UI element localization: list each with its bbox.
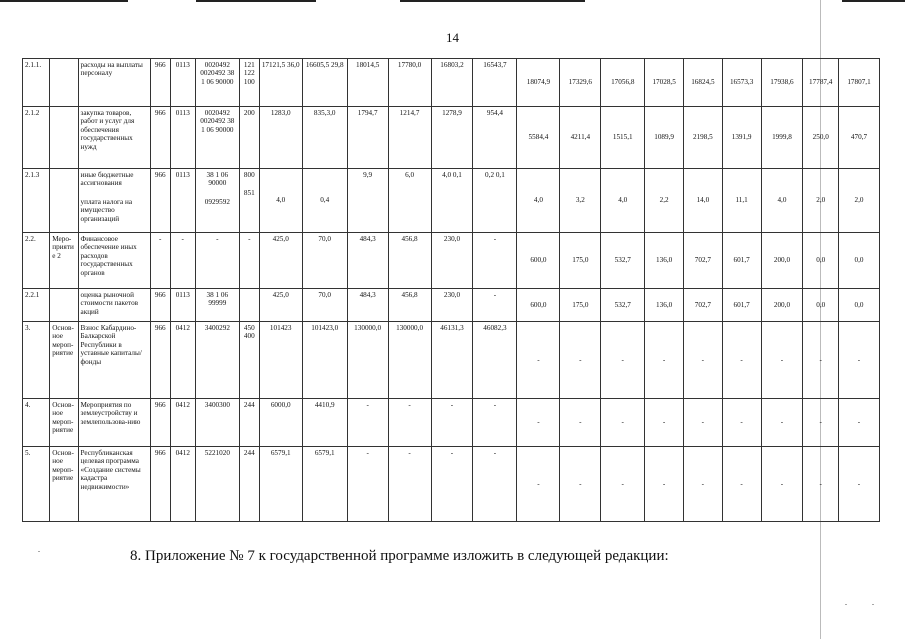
forecast-amount-cell: 16573,3 [722, 59, 761, 107]
row-number-cell: 2.1.2 [23, 107, 50, 169]
forecast-amount-cell: 17028,5 [645, 59, 684, 107]
forecast-amount-cell: 136,0 [645, 233, 684, 289]
amount-cell: 0,2 0,1 [473, 169, 517, 233]
forecast-amount-cell: - [517, 399, 560, 447]
forecast-amount-cell: 17787,4 [803, 59, 839, 107]
amount-cell: 456,8 [388, 233, 431, 289]
row-number-cell: 5. [23, 447, 50, 522]
forecast-amount-cell: - [560, 447, 601, 522]
amount-cell: 456,8 [388, 289, 431, 322]
target-item-code: 3400292 [204, 324, 230, 332]
amount-cell: 0,4 [302, 169, 347, 233]
budget-table [22, 58, 880, 522]
row-number-cell: 2.1.1. [23, 59, 50, 107]
expense-type-code-secondary: 851 [243, 189, 255, 198]
row-name: Республиканская целевая программа «Создание системы кадастра недвижимости» [80, 449, 141, 491]
forecast-amount-cell: - [684, 447, 723, 522]
target-item-code: 38 1 06 99999 [206, 291, 229, 308]
target-item-cell [195, 107, 239, 169]
forecast-amount-cell: 600,0 [517, 289, 560, 322]
amount-cell: - [473, 289, 517, 322]
row-name: закупка товаров, работ и услуг для обеспечения государственных нужд [80, 109, 135, 151]
expense-type-cell [239, 289, 259, 322]
amount-cell: 9,9 [347, 169, 388, 233]
forecast-amount-cell: 14,0 [684, 169, 723, 233]
grbs-code-cell: - [150, 233, 170, 289]
amount-cell: 6579,1 [259, 447, 302, 522]
forecast-amount-cell: - [517, 447, 560, 522]
forecast-amount-cell: 600,0 [517, 233, 560, 289]
row-kind-cell: Меро-приятие 2 [50, 233, 78, 289]
row-kind-cell: Основ-ное мероп-риятие [50, 322, 78, 399]
forecast-amount-cell: 1999,8 [761, 107, 803, 169]
expense-type-cell [239, 399, 259, 447]
section-code-cell: 0412 [170, 399, 195, 447]
forecast-amount-cell: 3,2 [560, 169, 601, 233]
forecast-amount-cell: 17938,6 [761, 59, 803, 107]
target-item-cell [195, 399, 239, 447]
amount-cell: 17780,0 [388, 59, 431, 107]
target-item-code: 0020492 0020492 38 1 06 90000 [200, 109, 235, 134]
grbs-code-cell: 966 [150, 447, 170, 522]
section-code-cell: - [170, 233, 195, 289]
amount-cell: 18014,5 [347, 59, 388, 107]
table-row [23, 447, 880, 522]
row-number-cell: 2.2. [23, 233, 50, 289]
forecast-amount-cell: 1391,9 [722, 107, 761, 169]
forecast-amount-cell: - [803, 399, 839, 447]
expense-type-code: - [248, 235, 251, 243]
forecast-amount-cell: 601,7 [722, 233, 761, 289]
forecast-amount-cell: 4211,4 [560, 107, 601, 169]
amount-cell: 4,0 0,1 [431, 169, 473, 233]
forecast-amount-cell: 532,7 [601, 233, 645, 289]
amount-cell: 6000,0 [259, 399, 302, 447]
forecast-amount-cell: - [601, 447, 645, 522]
scan-speck: . [38, 545, 40, 554]
forecast-amount-cell: - [560, 399, 601, 447]
section-code-cell: 0412 [170, 322, 195, 399]
row-name-cell [78, 322, 150, 399]
target-item-cell [195, 169, 239, 233]
amount-cell: - [347, 447, 388, 522]
target-item-code: 3400300 [204, 401, 230, 409]
row-name-secondary: уплата налога на имущество организаций [80, 197, 133, 223]
forecast-amount-cell: - [761, 399, 803, 447]
forecast-amount-cell: 2,0 [839, 169, 880, 233]
amount-cell: 954,4 [473, 107, 517, 169]
amount-cell: 16543,7 [473, 59, 517, 107]
grbs-code-cell: 966 [150, 59, 170, 107]
section-code-cell: 0113 [170, 289, 195, 322]
amount-cell: 46082,3 [473, 322, 517, 399]
target-item-cell [195, 447, 239, 522]
expense-type-code: 200 [243, 109, 255, 117]
table-row [23, 399, 880, 447]
expense-type-cell [239, 233, 259, 289]
forecast-amount-cell: - [839, 322, 880, 399]
scan-speck: . [872, 598, 874, 607]
table-row [23, 59, 880, 107]
table-row [23, 107, 880, 169]
row-number-cell: 2.2.1 [23, 289, 50, 322]
forecast-amount-cell: 2,2 [645, 169, 684, 233]
forecast-amount-cell: - [601, 399, 645, 447]
forecast-amount-cell: 601,7 [722, 289, 761, 322]
expense-type-cell [239, 169, 259, 233]
amount-cell: 484,3 [347, 233, 388, 289]
amount-cell: - [431, 447, 473, 522]
target-item-code: 0020492 0020492 38 1 06 90000 [200, 61, 235, 86]
amount-cell: 1214,7 [388, 107, 431, 169]
forecast-amount-cell: 17329,6 [560, 59, 601, 107]
grbs-code-cell: 966 [150, 399, 170, 447]
row-kind-cell [50, 59, 78, 107]
section-code-cell: 0113 [170, 59, 195, 107]
forecast-amount-cell: - [684, 322, 723, 399]
amount-cell: 70,0 [302, 289, 347, 322]
forecast-amount-cell: - [803, 322, 839, 399]
row-name-cell [78, 447, 150, 522]
forecast-amount-cell: 702,7 [684, 289, 723, 322]
forecast-amount-cell: 5584,4 [517, 107, 560, 169]
row-kind-cell: Основ-ное мероп-риятие [50, 399, 78, 447]
row-number-cell: 4. [23, 399, 50, 447]
target-item-code-secondary: 0929592 [204, 197, 230, 206]
grbs-code-cell: 966 [150, 289, 170, 322]
caption-text: 8. Приложение № 7 к государственной программе изложить в следующей редакции: [130, 548, 669, 564]
target-item-cell [195, 289, 239, 322]
row-number-cell: 2.1.3 [23, 169, 50, 233]
amount-cell: 1794,7 [347, 107, 388, 169]
amount-cell: 425,0 [259, 233, 302, 289]
forecast-amount-cell: 0,0 [803, 289, 839, 322]
forecast-amount-cell: - [601, 322, 645, 399]
expense-type-code: 450 400 [243, 324, 255, 341]
row-name: Взнос Кабардино-Балкарской Республики в уставные капиталы/ фонды [80, 324, 142, 366]
amount-cell: - [473, 399, 517, 447]
target-item-cell [195, 322, 239, 399]
amount-cell: 484,3 [347, 289, 388, 322]
forecast-amount-cell: - [645, 399, 684, 447]
amount-cell: - [473, 233, 517, 289]
forecast-amount-cell: 17056,8 [601, 59, 645, 107]
row-name-cell [78, 169, 150, 233]
amount-cell: 230,0 [431, 289, 473, 322]
expense-type-cell [239, 322, 259, 399]
top-rule-4 [842, 0, 905, 2]
forecast-amount-cell: 1089,9 [645, 107, 684, 169]
amount-cell: 4,0 [259, 169, 302, 233]
top-rule-3 [400, 0, 585, 2]
table-row [23, 289, 880, 322]
forecast-amount-cell: - [839, 399, 880, 447]
forecast-amount-cell: - [722, 399, 761, 447]
amount-cell: 46131,3 [431, 322, 473, 399]
target-item-cell [195, 233, 239, 289]
page-number: 14 [446, 30, 459, 45]
scan-speck: . [845, 598, 847, 607]
row-kind-cell: Основ-ное мероп-риятие [50, 447, 78, 522]
amount-cell: 101423 [259, 322, 302, 399]
forecast-amount-cell: - [803, 447, 839, 522]
amount-cell: 16803,2 [431, 59, 473, 107]
forecast-amount-cell: - [517, 322, 560, 399]
forecast-amount-cell: - [722, 447, 761, 522]
grbs-code-cell: 966 [150, 107, 170, 169]
amount-cell: 230,0 [431, 233, 473, 289]
forecast-amount-cell: 250,0 [803, 107, 839, 169]
amount-cell: 70,0 [302, 233, 347, 289]
amount-cell: 101423,0 [302, 322, 347, 399]
forecast-amount-cell: - [560, 322, 601, 399]
expense-type-code: 244 [243, 449, 255, 457]
amount-cell: 6,0 [388, 169, 431, 233]
forecast-amount-cell: 0,0 [839, 233, 880, 289]
expense-type-code: 121 122 100 [243, 61, 255, 86]
amount-cell: 1283,0 [259, 107, 302, 169]
amount-cell: 130000,0 [388, 322, 431, 399]
forecast-amount-cell: - [761, 322, 803, 399]
forecast-amount-cell: 200,0 [761, 289, 803, 322]
target-item-code: 38 1 06 90000 [206, 171, 229, 188]
row-name-cell [78, 107, 150, 169]
forecast-amount-cell: 4,0 [761, 169, 803, 233]
expense-type-code: 244 [243, 401, 255, 409]
table-row [23, 233, 880, 289]
forecast-amount-cell: 2,0 [803, 169, 839, 233]
forecast-amount-cell: 17807,1 [839, 59, 880, 107]
forecast-amount-cell: 532,7 [601, 289, 645, 322]
row-kind-cell [50, 169, 78, 233]
amount-cell: - [473, 447, 517, 522]
forecast-amount-cell: 136,0 [645, 289, 684, 322]
amount-cell: - [388, 399, 431, 447]
row-kind-cell [50, 289, 78, 322]
top-rule-1 [0, 0, 128, 2]
row-kind-cell [50, 107, 78, 169]
row-name: расходы на выплаты персоналу [80, 61, 143, 78]
forecast-amount-cell: - [645, 322, 684, 399]
table-row [23, 169, 880, 233]
forecast-amount-cell: 11,1 [722, 169, 761, 233]
amount-cell: - [347, 399, 388, 447]
forecast-amount-cell: 175,0 [560, 233, 601, 289]
expense-type-code: 800 [243, 171, 255, 179]
amount-cell: 4410,9 [302, 399, 347, 447]
row-name: Мероприятия по землеустройству и землепользова-нию [80, 401, 141, 426]
row-name-cell [78, 289, 150, 322]
row-name: иные бюджетные ассигнования [80, 171, 134, 188]
section-code-cell: 0412 [170, 447, 195, 522]
row-name-cell [78, 233, 150, 289]
section-code-cell: 0113 [170, 169, 195, 233]
amount-cell: 425,0 [259, 289, 302, 322]
forecast-amount-cell: 470,7 [839, 107, 880, 169]
amount-cell: 16605,5 29,8 [302, 59, 347, 107]
amount-cell: - [388, 447, 431, 522]
row-name-cell [78, 399, 150, 447]
amount-cell: 835,3,0 [302, 107, 347, 169]
row-name-cell [78, 59, 150, 107]
forecast-amount-cell: - [839, 447, 880, 522]
forecast-amount-cell: 16824,5 [684, 59, 723, 107]
expense-type-cell [239, 447, 259, 522]
target-item-cell [195, 59, 239, 107]
target-item-code: - [216, 235, 219, 243]
target-item-code: 5221020 [204, 449, 230, 457]
forecast-amount-cell: 0,0 [839, 289, 880, 322]
forecast-amount-cell: 702,7 [684, 233, 723, 289]
forecast-amount-cell: 0,0 [803, 233, 839, 289]
forecast-amount-cell: 4,0 [517, 169, 560, 233]
forecast-amount-cell: - [684, 399, 723, 447]
expense-type-cell [239, 59, 259, 107]
section-code-cell: 0113 [170, 107, 195, 169]
top-rule-2 [196, 0, 316, 2]
row-number-cell: 3. [23, 322, 50, 399]
amount-cell: 6579,1 [302, 447, 347, 522]
grbs-code-cell: 966 [150, 322, 170, 399]
table-row [23, 322, 880, 399]
forecast-amount-cell: - [645, 447, 684, 522]
grbs-code-cell: 966 [150, 169, 170, 233]
expense-type-cell [239, 107, 259, 169]
forecast-amount-cell: 1515,1 [601, 107, 645, 169]
amount-cell: 1278,9 [431, 107, 473, 169]
forecast-amount-cell: 200,0 [761, 233, 803, 289]
amount-cell: - [431, 399, 473, 447]
forecast-amount-cell: 4,0 [601, 169, 645, 233]
row-name: Финансовое обеспечение иных расходов государственных органов [80, 235, 137, 277]
forecast-amount-cell: 175,0 [560, 289, 601, 322]
row-name: оценка рыночной стоимости пакетов акций [80, 291, 139, 316]
amount-cell: 17121,5 36,0 [259, 59, 302, 107]
forecast-amount-cell: - [722, 322, 761, 399]
amount-cell: 130000,0 [347, 322, 388, 399]
forecast-amount-cell: 18074,9 [517, 59, 560, 107]
forecast-amount-cell: 2198,5 [684, 107, 723, 169]
forecast-amount-cell: - [761, 447, 803, 522]
